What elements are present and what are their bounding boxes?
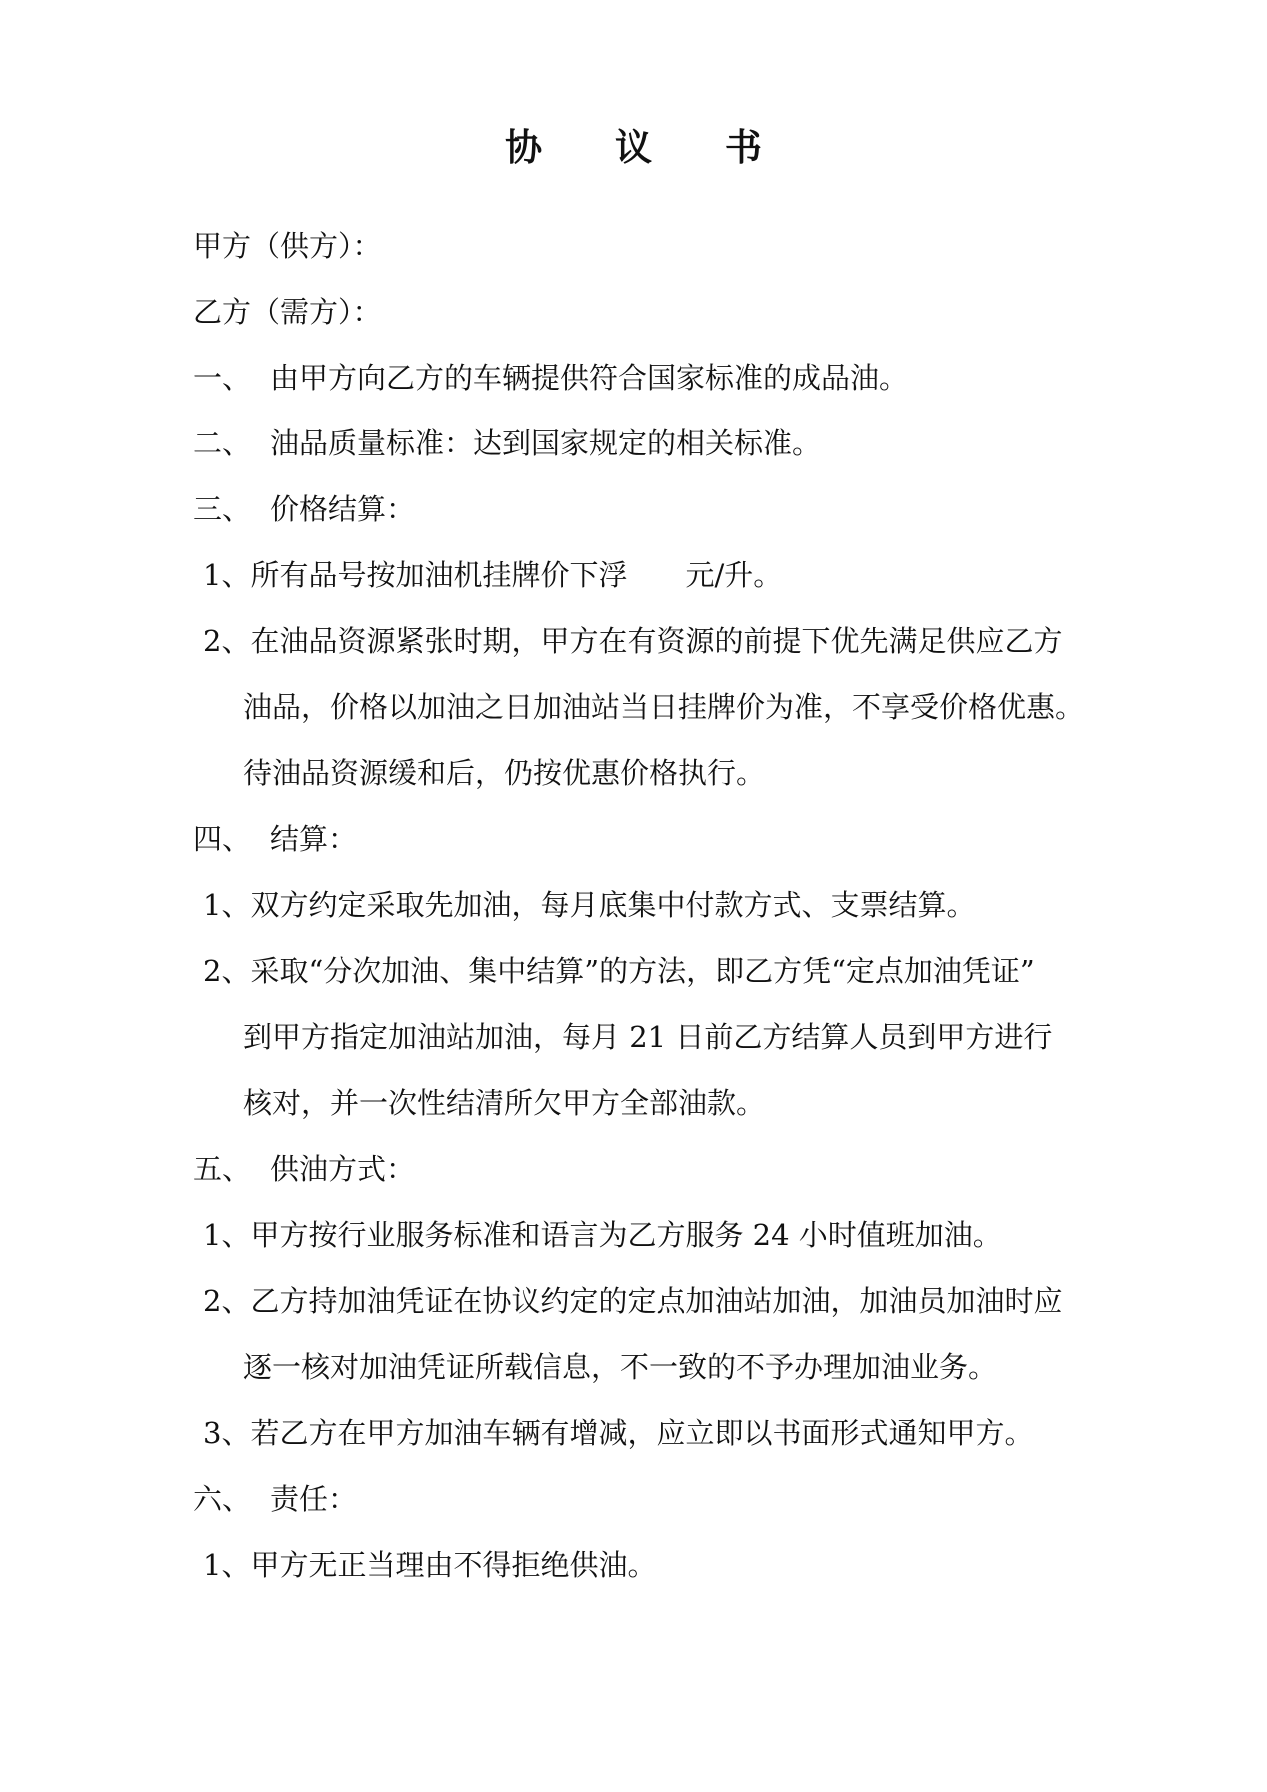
section-text: 由甲方向乙方的车辆提供符合国家标准的成品油。 — [270, 361, 909, 395]
section-5-item-2-line-1: 2、乙方持加油凭证在协议约定的定点加油站加油，加油员加油时应 — [203, 1284, 1063, 1318]
section-text: 责任： — [270, 1482, 358, 1516]
section-5-item-1: 1、甲方按行业服务标准和语言为乙方服务 24 小时值班加油。 — [203, 1218, 1002, 1252]
page-title: 协 议 书 — [505, 126, 792, 169]
party-b-line: 乙方（需方）： — [193, 295, 382, 329]
section-3-item-2-line-2: 油品，价格以加油之日加油站当日挂牌价为准，不享受价格优惠。 — [243, 690, 1085, 724]
section-number: 一、 — [193, 361, 252, 395]
section-6-item-1: 1、甲方无正当理由不得拒绝供油。 — [203, 1548, 657, 1582]
section-number: 五、 — [193, 1152, 252, 1186]
section-2 — [193, 423, 821, 463]
section-4-item-1: 1、双方约定采取先加油，每月底集中付款方式、支票结算。 — [203, 888, 976, 922]
section-number: 二、 — [193, 426, 252, 460]
section-5-item-3: 3、若乙方在甲方加油车辆有增减，应立即以书面形式通知甲方。 — [203, 1416, 1034, 1450]
section-text: 油品质量标准：达到国家规定的相关标准。 — [270, 426, 822, 460]
section-number: 四、 — [193, 822, 252, 856]
party-a-line: 甲方（供方）： — [193, 229, 382, 263]
section-number: 六、 — [193, 1482, 252, 1516]
section-text: 供油方式： — [270, 1152, 416, 1186]
section-5-item-2-line-2: 逐一核对加油凭证所载信息，不一致的不予办理加油业务。 — [243, 1350, 998, 1384]
section-4 — [193, 819, 357, 859]
section-3-item-1: 1、所有品号按加油机挂牌价下浮 元/升。 — [203, 558, 783, 592]
section-3-item-2-line-1: 2、在油品资源紧张时期，甲方在有资源的前提下优先满足供应乙方 — [203, 624, 1063, 658]
section-3 — [193, 489, 415, 529]
section-text: 价格结算： — [270, 492, 416, 526]
section-3-item-2-line-3: 待油品资源缓和后，仍按优惠价格执行。 — [243, 756, 766, 790]
section-4-item-2-line-3: 核对，并一次性结清所欠甲方全部油款。 — [243, 1086, 766, 1120]
section-5 — [193, 1149, 415, 1189]
section-text: 结算： — [270, 822, 358, 856]
section-4-item-2-line-1: 2、采取“分次加油、集中结算”的方法，即乙方凭“定点加油凭证” — [203, 954, 1035, 988]
section-number: 三、 — [193, 492, 252, 526]
section-4-item-2-line-2: 到甲方指定加油站加油，每月 21 日前乙方结算人员到甲方进行 — [243, 1020, 1053, 1054]
section-1 — [193, 358, 908, 398]
section-6 — [193, 1479, 357, 1519]
